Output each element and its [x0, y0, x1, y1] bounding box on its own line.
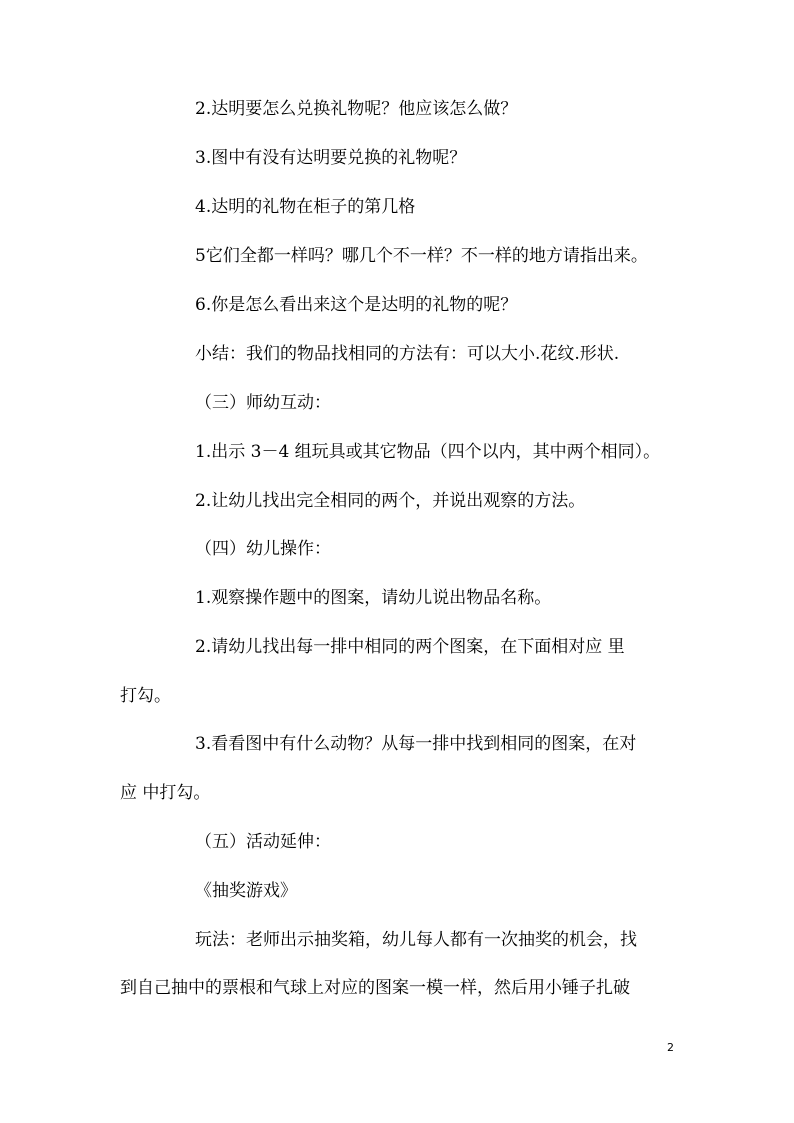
- paragraph-line: 5它们全都一样吗？哪几个不一样？不一样的地方请指出来。: [195, 246, 648, 266]
- paragraph-line: 2.请幼儿找出每一排中相同的两个图案，在下面相对应 里: [195, 637, 625, 657]
- section-heading: （三）师幼互动：: [195, 393, 331, 413]
- paragraph-line: 3.图中有没有达明要兑换的礼物呢？: [195, 148, 467, 168]
- summary-line: 小结：我们的物品找相同的方法有：可以大小.花纹.形状.: [195, 344, 620, 364]
- paragraph-line: 应 中打勾。: [120, 783, 211, 803]
- page-number: 2: [667, 1041, 674, 1054]
- paragraph-line: 1.出示 3－4 组玩具或其它物品（四个以内，其中两个相同）。: [195, 442, 661, 462]
- paragraph-line: 4.达明的礼物在柜子的第几格: [195, 197, 416, 217]
- game-title: 《抽奖游戏》: [195, 881, 297, 901]
- paragraph-line: 3.看看图中有什么动物？从每一排中找到相同的图案，在对: [195, 734, 637, 754]
- section-heading: （四）幼儿操作：: [195, 539, 331, 559]
- section-heading: （五）活动延伸：: [195, 832, 331, 852]
- paragraph-line: 打勾。: [120, 686, 171, 706]
- paragraph-line: 1.观察操作题中的图案，请幼儿说出物品名称。: [195, 588, 552, 608]
- paragraph-line: 6.你是怎么看出来这个是达明的礼物的呢？: [195, 295, 518, 315]
- paragraph-line: 2.让幼儿找出完全相同的两个，并说出观察的方法。: [195, 491, 586, 511]
- paragraph-line: 玩法：老师出示抽奖箱，幼儿每人都有一次抽奖的机会，找: [195, 930, 637, 950]
- paragraph-line: 2.达明要怎么兑换礼物呢？他应该怎么做？: [195, 99, 518, 119]
- paragraph-line: 到自己抽中的票根和气球上对应的图案一模一样，然后用小锤子扎破: [120, 978, 630, 998]
